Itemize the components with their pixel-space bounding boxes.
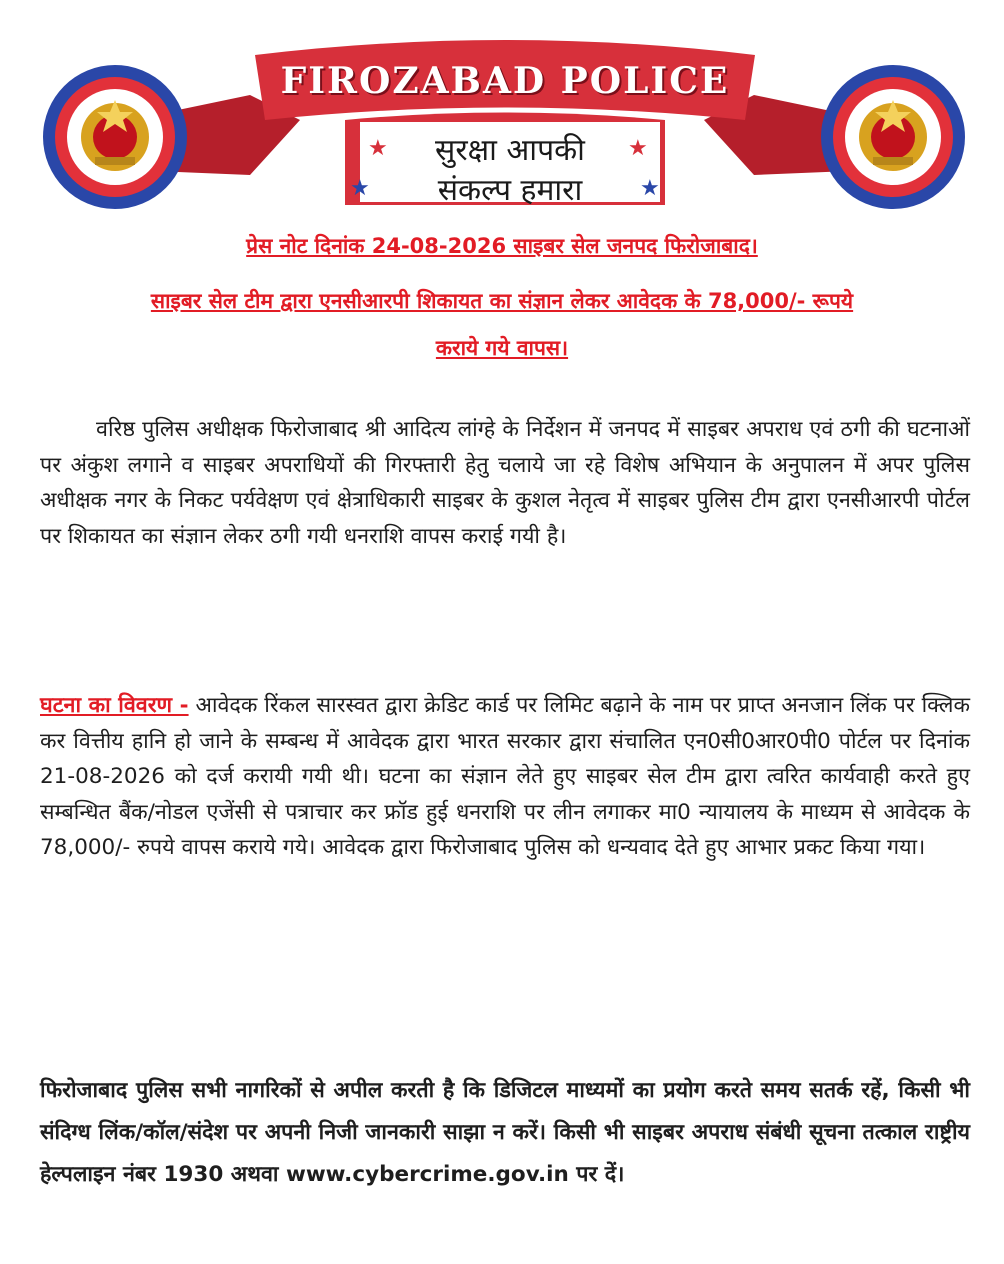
star-icon: ★	[350, 176, 370, 201]
police-seal-left	[40, 62, 190, 212]
incident-paragraph	[40, 688, 970, 866]
incident-label: घटना का विवरण -	[40, 693, 189, 718]
letterhead	[0, 0, 1004, 215]
press-note-heading-line3: कराये गये वापस।	[435, 336, 569, 360]
brand-title: FIROZABAD POLICE	[280, 60, 730, 102]
tagline-line1: सुरक्षा आपकी	[435, 133, 585, 168]
intro-paragraph: वरिष्ठ पुलिस अधीक्षक फिरोजाबाद श्री आदित्य लांग्हे के निर्देशन में जनपद में साइबर अपराध एवं ठगी की घटनाओं पर अंकुश लगाने व साइबर अपराधियों की गिरफ्तारी हेतु चलाये जा रहे विशेष अभियान के अनुपालन में अपर पुलिस अधीक्षक नगर के निकट पर्यवेक्षण एवं क्षेत्राधिकारी साइबर के कुशल नेतृत्व में साइबर पुलिस टीम द्वारा एनसीआरपी पोर्टल पर शिकायत का संज्ञान लेकर ठगी गयी धनराशि वापस कराई गयी है।	[40, 417, 970, 549]
star-icon: ★	[368, 136, 388, 161]
police-seal-right	[818, 62, 968, 212]
press-note-heading-line2: साइबर सेल टीम द्वारा एनसीआरपी शिकायत का संज्ञान लेकर आवेदक के 78,000/- रूपये	[150, 289, 854, 313]
star-icon: ★	[640, 176, 660, 201]
incident-text: आवेदक रिंकल सारस्वत द्वारा क्रेडिट कार्ड पर लिमिट बढ़ाने के नाम पर प्राप्त अनजान लिंक पर क्लिक कर वित्तीय हानि हो जाने के सम्बन्ध में आवेदक द्वारा भारत सरकार द्वारा संचालित एन0सी0आर0पी0 पोर्टल पर दिनांक 21-08-2026 को दर्ज करायी गयी थी। घटना का संज्ञान लेते हुए साइबर सेल टीम द्वारा त्वरित कार्यवाही करते हुए सम्बन्धित बैंक/नोडल एजेंसी से पत्राचार कर फ्रॉड हुई धनराशि पर लीन लगाकर मा0 न्यायालय के माध्यम से आवेदक के 78,000/- रुपये वापस कराये गये। आवेदक द्वारा फिरोजाबाद पुलिस को धन्यवाद देते हुए आभार प्रकट किया गया।	[40, 693, 970, 860]
press-note-heading-line1: प्रेस नोट दिनांक 24-08-2026 साइबर सेल जनपद फिरोजाबाद।	[246, 234, 758, 258]
star-icon: ★	[628, 136, 648, 161]
tagline-line2: संकल्प हमारा	[437, 173, 583, 208]
appeal-paragraph: फिरोजाबाद पुलिस सभी नागरिकों से अपील करती है कि डिजिटल माध्यमों का प्रयोग करते समय सतर्क रहें, किसी भी संदिग्ध लिंक/कॉल/संदेश पर अपनी निजी जानकारी साझा न करें। किसी भी साइबर अपराध संबंधी सूचना तत्काल राष्ट्रीय हेल्पलाइन नंबर 1930 अथवा www.cybercrime.gov.in पर दें।	[40, 1078, 970, 1187]
